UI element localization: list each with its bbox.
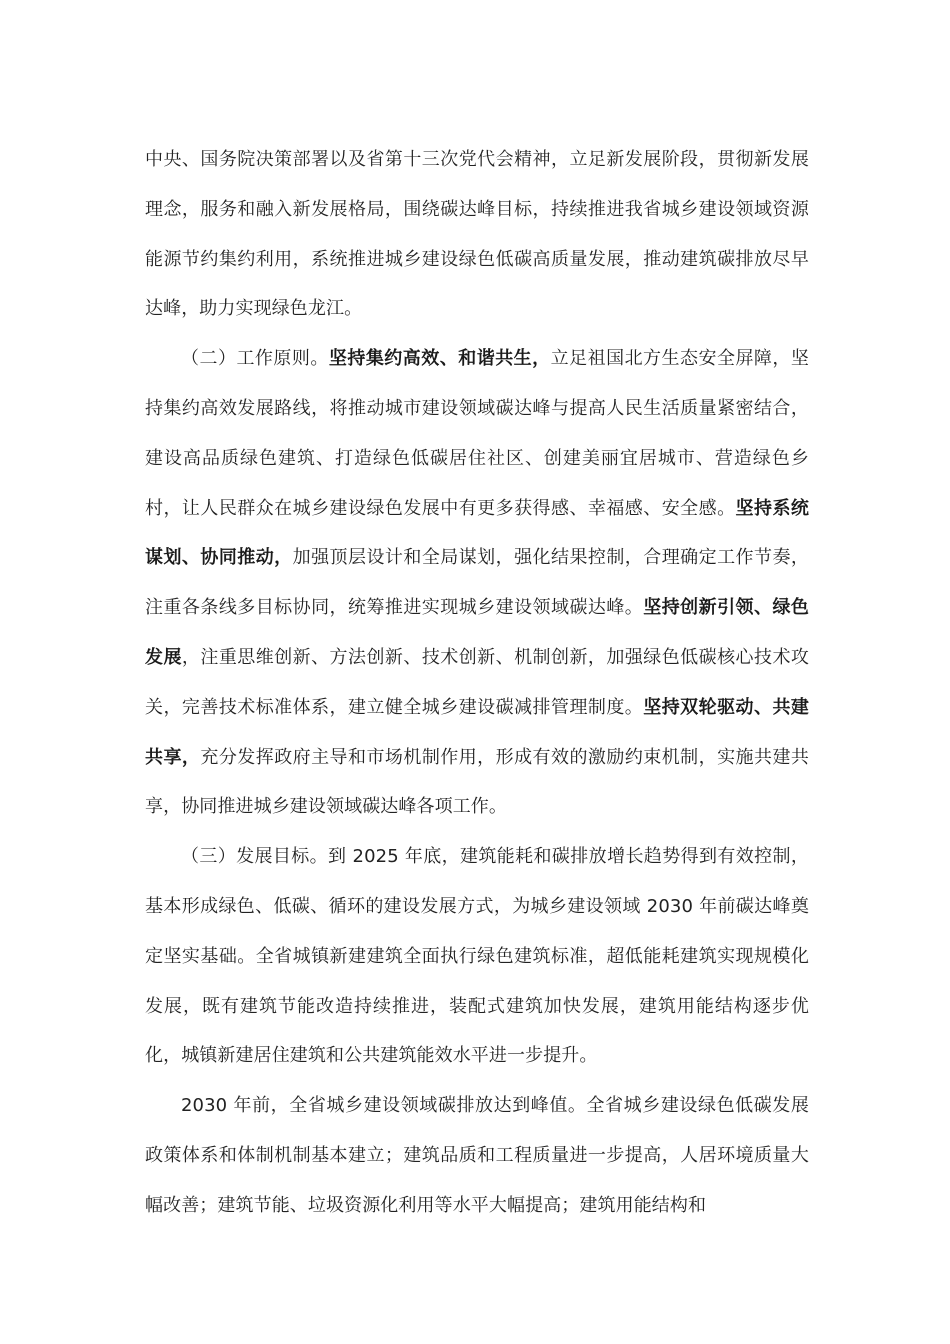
document-body [145, 135, 809, 1231]
principle-text-systematic-planning: 加强顶层设计和全局谋划，强化结果控制，合理确定工作节奏，注重各条线多目标协同，统筹推进实现城乡建设领域碳达峰。 [145, 547, 809, 619]
paragraph-text: （三）发展目标。到 2025 年底，建筑能耗和碳排放增长趋势得到有效控制，基本形成绿色、低碳、循环的建设发展方式，为城乡建设领域 2030 年前碳达峰奠定坚实基础。全省城镇新建建筑全面执行绿色建筑标准，超低能耗建筑实现规模化发展，既有建筑节能改造持续推进，装配式建筑加快发展，建筑用能结构逐步优化，城镇新建居住建筑和公共建筑能效水平进一步提升。 [145, 846, 809, 1067]
paragraph-guiding-ideology-continued [145, 135, 809, 334]
paragraph-work-principles [145, 334, 809, 832]
paragraph-2030-goals [145, 1081, 809, 1230]
paragraph-text: 中央、国务院决策部署以及省第十三次党代会精神，立足新发展阶段，贯彻新发展理念，服务和融入新发展格局，围绕碳达峰目标，持续推进我省城乡建设领域资源能源节约集约利用，系统推进城乡建设绿色低碳高质量发展，推动建筑碳排放尽早达峰，助力实现绿色龙江。 [145, 149, 809, 320]
paragraph-text: 2030 年前，全省城乡建设领域碳排放达到峰值。全省城乡建设绿色低碳发展政策体系和体制机制基本建立；建筑品质和工程质量进一步提高，人居环境质量大幅改善；建筑节能、垃圾资源化利用等水平大幅提高；建筑用能结构和 [145, 1095, 809, 1216]
principle-title-dual-drive: 坚持双轮驱动、共建共享， [145, 696, 809, 768]
principle-text-efficiency-harmony: 立足祖国北方生态安全屏障，坚持集约高效发展路线，将推动城市建设领域碳达峰与提高人民生活质量紧密结合，建设高品质绿色建筑、打造绿色低碳居住社区、创建美丽宜居城市、营造绿色乡村，让人民群众在城乡建设绿色发展中有更多获得感、幸福感、安全感。 [145, 348, 809, 519]
principle-text-dual-drive: 充分发挥政府主导和市场机制作用，形成有效的激励约束机制，实施共建共享，协同推进城乡建设领域碳达峰各项工作。 [145, 746, 809, 818]
paragraph-development-goals [145, 832, 809, 1081]
principle-title-efficiency-harmony: 坚持集约高效、和谐共生， [328, 348, 551, 370]
principle-text-innovation-green: ，注重思维创新、方法创新、技术创新、机制创新，加强绿色低碳核心技术攻关，完善技术标准体系，建立健全城乡建设碳减排管理制度。 [145, 646, 810, 718]
section-heading-work-principles: （二）工作原则。 [181, 348, 329, 370]
principle-title-systematic-planning: 坚持系统谋划、协同推动， [145, 497, 809, 569]
principle-title-innovation-green: 坚持创新引领、绿色发展 [145, 597, 809, 668]
